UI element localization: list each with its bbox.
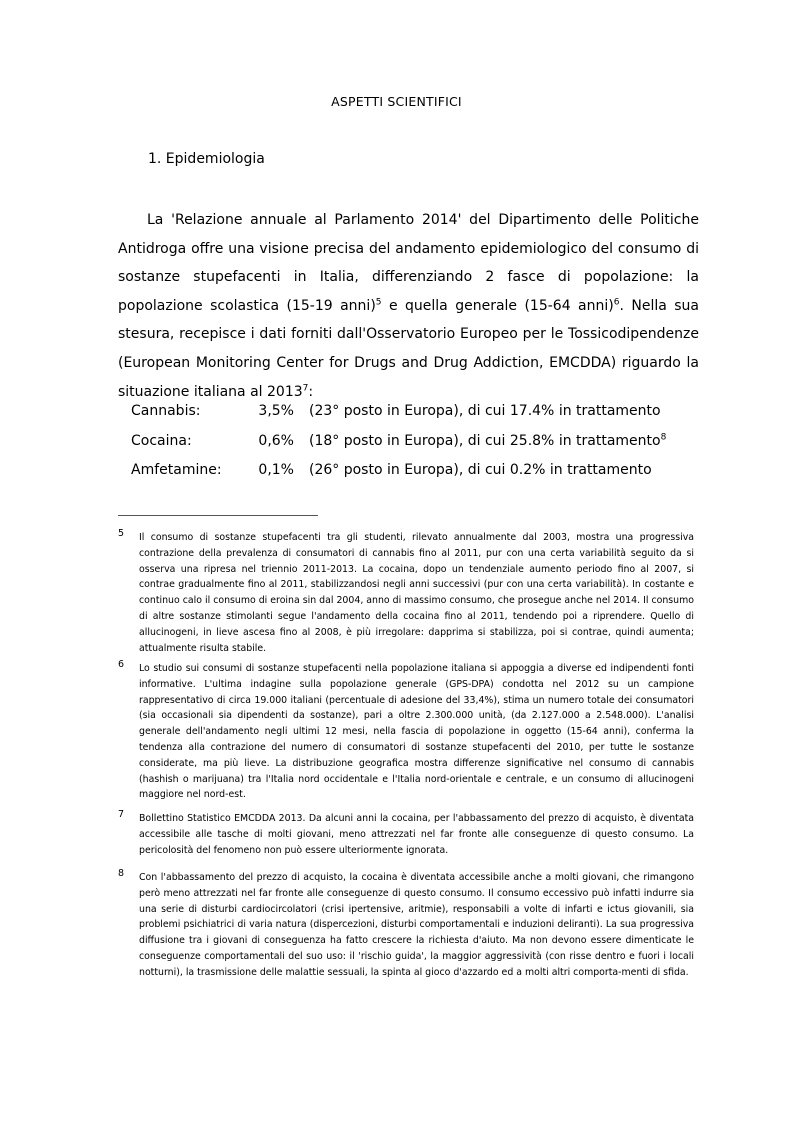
drug-percent: 3,5%: [258, 403, 294, 419]
footnote-ref-7[interactable]: 7: [302, 382, 309, 393]
footnote-number: 6: [118, 659, 125, 670]
footnote-ref-6[interactable]: 6: [613, 297, 620, 308]
drug-percent: 0,1%: [258, 462, 294, 478]
drug-row-cannabis: [131, 403, 691, 433]
footnote-text: [139, 870, 694, 981]
body-paragraph: [118, 206, 699, 406]
footnote-text: [139, 530, 694, 656]
drug-name: Cocaina:: [131, 432, 192, 449]
drug-usage-list: [131, 403, 691, 492]
drug-description-text: (26° posto in Europa), di cui 0.2% in trattamento: [309, 462, 652, 478]
drug-description: [309, 433, 666, 449]
drug-description-text: (23° posto in Europa), di cui 17.4% in trattamento: [309, 403, 661, 419]
drug-name: Amfetamine:: [131, 462, 222, 478]
footnote-number: 8: [118, 868, 125, 879]
drug-description: [309, 462, 652, 478]
footnote-body: Con l'abbassamento del prezzo di acquisto, la cocaina è diventata accessibile anche a molti giovani, che rimangono però meno attrezzati nel far fronte alle conseguenze di questo consumo. Il consumo eccessivo può infatti indurre sia una serie di disturbi cardiocircolatori (crisi ipertensive, aritmie), responsabili a volte di infarti e ictus giovanili, sia problemi psichiatrici di varia natura (dispercezioni, disturbi comportamentali e induzioni deliranti). La sua progressiva diffusione tra i giovani di conseguenza ha fatto crescere la richiesta d'aiuto. Ma non devono essere dimenticate le conseguenze comportamentali del suo uso: il 'rischio guida', la maggior aggressività (con risse dentro e fuori i locali notturni), la trasmissione delle malattie sessuali, la spinta al gioco d'azzardo ed a molti altri comporta-menti di sfida.: [139, 872, 694, 978]
drug-description-text: (18° posto in Europa), di cui 25.8% in trattamento: [309, 432, 661, 449]
paragraph-text-4: :: [308, 383, 314, 400]
footnote-text: [139, 811, 694, 858]
paragraph-text-1: La 'Relazione annuale al Parlamento 2014' del Dipartimento delle Politiche Antidroga offre una visione precisa del andamento epidemiologico del consumo di sostanze stupefacenti in Italia, differenziando 2 fasce di popolazione: la popolazione scolastica (15-19 anni): [118, 212, 699, 314]
drug-name: Cannabis:: [131, 403, 201, 419]
footnote-body: Il consumo di sostanze stupefacenti tra gli studenti, rilevato annualmente dal 2003, mostra una progressiva contrazione della prevalenza di consumatori di cannabis fino al 2011, pur con una certa variabilità seguito da si osserva una ripresa nel triennio 2011-2013. La cocaina, dopo un tendenziale aumento periodo fino al 2007, si contrae gradualmente fino al 2011, stabilizzandosi negli anni successivi (pur con una certa variabilità). In costante e continuo calo il consumo di eroina sin dal 2004, anno di massimo consumo, che prosegue anche nel 2014. Il consumo di altre sostanze stimolanti segue l'andamento della cocaina fino al 2011, tendendo poi a riprendere. Quello di allucinogeni, in lieve ascesa fino al 2008, è più irregolare: dapprima si stabilizza, poi si contrae, quindi aumenta; attualmente risulta stabile.: [139, 532, 694, 654]
footnote-number: 5: [118, 528, 125, 539]
drug-row-amfetamine: [131, 462, 691, 492]
footnote-text: [139, 661, 694, 803]
page-title: ASPETTI SCIENTIFICI: [331, 94, 462, 109]
footnote-body: Bollettino Statistico EMCDDA 2013. Da alcuni anni la cocaina, per l'abbassamento del prezzo di acquisto, è diventata accessibile alle tasche di molti giovani, meno attrezzati nel far fronte alle conseguenze di questo consumo. La pericolosità del fenomeno non può essere ulteriormente ignorata.: [139, 813, 694, 856]
footnote-body: Lo studio sui consumi di sostanze stupefacenti nella popolazione italiana si appoggia a diverse ed indipendenti fonti informative. L'ultima indagine sulla popolazione generale (GPS-DPA) condotta nel 2012 su un campione rappresentativo di circa 19.000 italiani (percentuale di adesione del 33,4%), stima un numero totale dei consumatori (sia occasionali sia dipendenti da sostanze), pari a oltre 2.300.000 unità, (da 2.127.000 a 2.548.000). L'analisi generale dell'andamento negli ultimi 12 mesi, nella fascia di popolazione in oggetto (15-64 anni), conferma la tendenza alla contrazione del numero di consumatori di sostanze stupefacenti del 2010, per tutte le sostanze considerate, ma più lieve. La distribuzione geografica mostra differenze significative nel consumo di cannabis (hashish o marijuana) tra l'Italia nord occidentale e l'Italia nord-orientale e centrale, e un consumo di allucinogeni maggiore nel nord-est.: [139, 663, 694, 801]
section-heading: 1. Epidemiologia: [148, 151, 265, 167]
footnote-separator: [118, 515, 318, 516]
drug-row-cocaina: [131, 433, 691, 463]
footnote-number: 7: [118, 809, 125, 820]
paragraph-text-2: e quella generale (15-64 anni): [381, 297, 614, 314]
paragraph-text-3: . Nella sua stesura, recepisce i dati forniti dall'Osservatorio Europeo per le Tossicodipendenze (European Monitoring Center for Drugs and Drug Addiction, EMCDDA) riguardo la situazione italiana al 2013: [118, 297, 699, 400]
footnote-ref-5[interactable]: 5: [375, 297, 382, 308]
footnote-ref-8[interactable]: 8: [660, 431, 667, 442]
drug-description: [309, 403, 661, 419]
drug-percent: 0,6%: [258, 432, 294, 449]
